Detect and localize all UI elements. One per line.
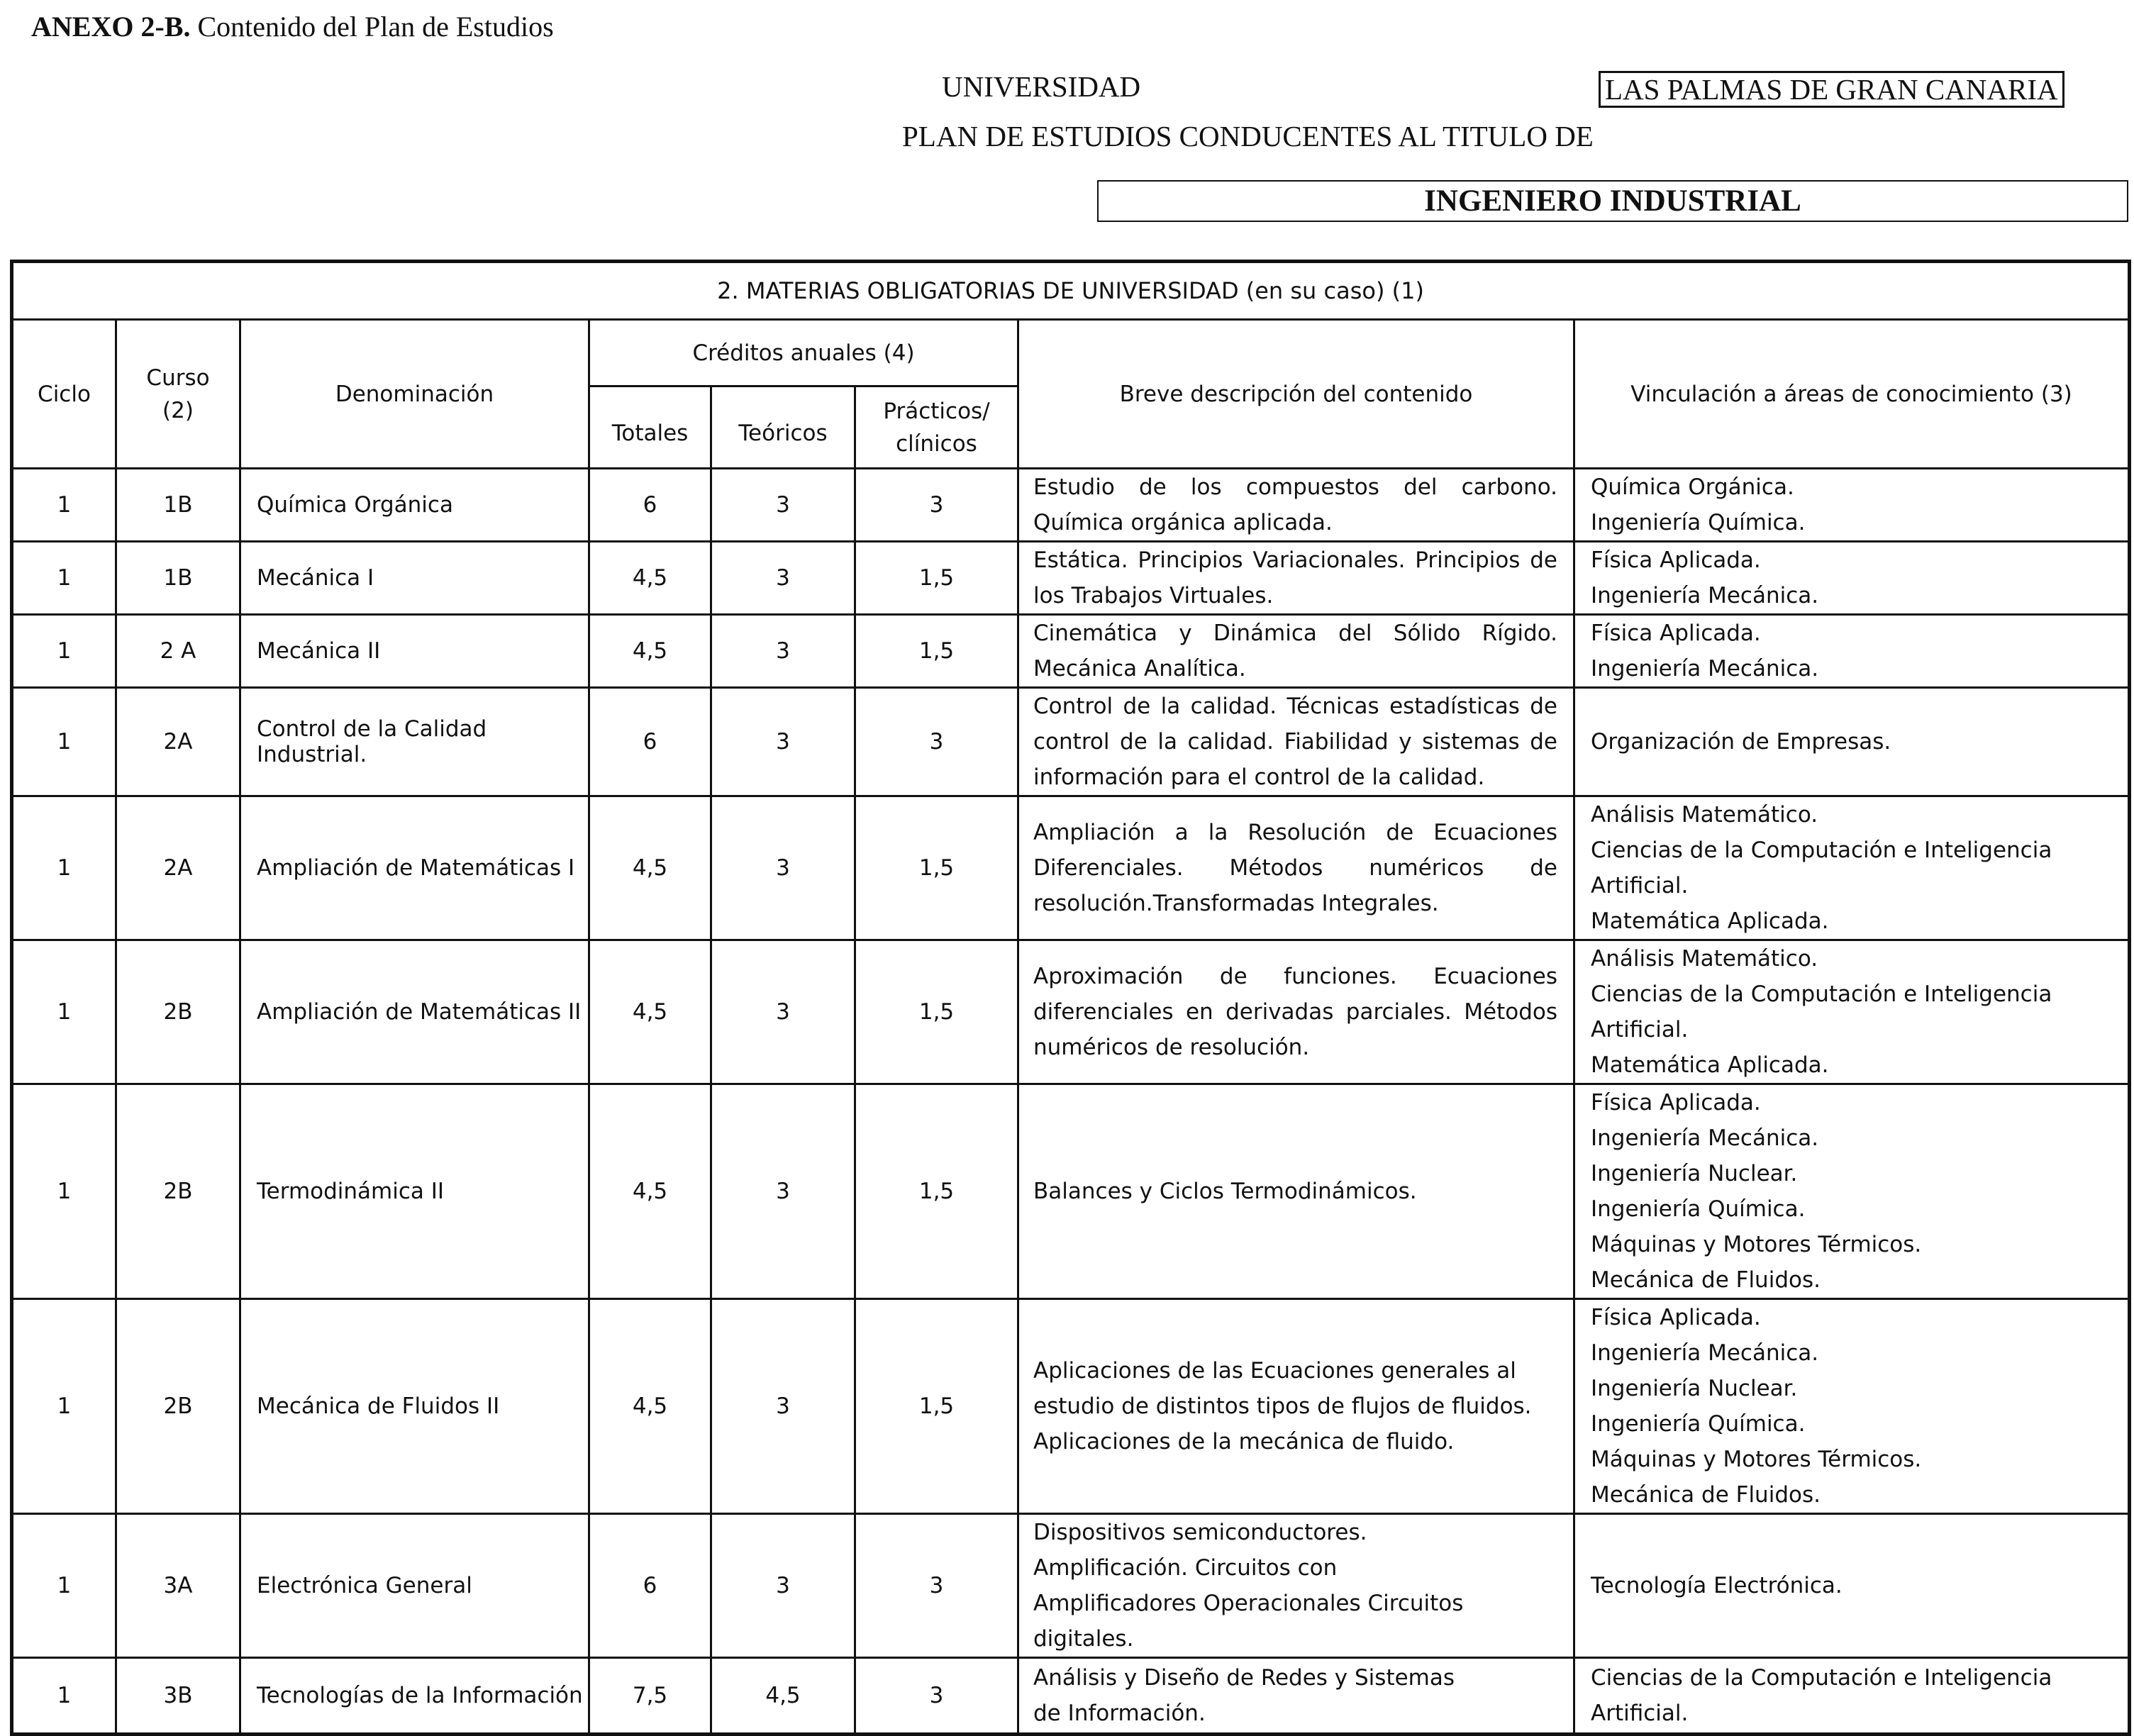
- cell-ciclo: 1: [12, 542, 116, 615]
- table-row: [12, 469, 2130, 542]
- area-item: Ciencias de la Computación e Inteligencia Artificial.: [1591, 981, 2052, 1042]
- area-item: Ingeniería Mecánica.: [1591, 656, 1819, 681]
- cell-areas: [1574, 542, 2130, 615]
- col-curso: Curso (2): [116, 320, 240, 469]
- cell-practicos: 1,5: [855, 940, 1018, 1084]
- cell-teoricos: 3: [711, 542, 855, 615]
- cell-descripcion: Aplicaciones de las Ecuaciones generales al estudio de distintos tipos de flujos de fluidos. Aplicaciones de la mecánica de fluido.: [1018, 1299, 1574, 1514]
- area-item: Ingeniería Mecánica.: [1591, 1125, 1819, 1151]
- area-item: Mecánica de Fluidos.: [1591, 1482, 1821, 1508]
- cell-teoricos: 3: [711, 1514, 855, 1658]
- cell-ciclo: 1: [12, 796, 116, 940]
- cell-areas: [1574, 469, 2130, 542]
- cell-totales: 6: [589, 688, 711, 796]
- area-item: Matemática Aplicada.: [1591, 908, 1829, 934]
- cell-totales: 4,5: [589, 1299, 711, 1514]
- cell-ciclo: 1: [12, 1084, 116, 1299]
- col-totales: Totales: [589, 386, 711, 469]
- cell-areas: [1574, 1084, 2130, 1299]
- col-creditos: Créditos anuales (4): [589, 320, 1018, 386]
- degree-title: INGENIERO INDUSTRIAL: [1097, 180, 2128, 222]
- area-item: Ingeniería Mecánica.: [1591, 1340, 1819, 1366]
- cell-ciclo: 1: [12, 688, 116, 796]
- cell-practicos: 1,5: [855, 615, 1018, 688]
- cell-practicos: 3: [855, 688, 1018, 796]
- cell-descripcion: Cinemática y Dinámica del Sólido Rígido. Mecánica Analítica.: [1018, 615, 1574, 688]
- cell-totales: 4,5: [589, 940, 711, 1084]
- cell-areas: [1574, 615, 2130, 688]
- cell-areas: [1574, 796, 2130, 940]
- table-row: [12, 1299, 2130, 1514]
- cell-descripcion: Control de la calidad. Técnicas estadísticas de control de la calidad. Fiabilidad y sistemas de información para el control de la calidad.: [1018, 688, 1574, 796]
- cell-curso: 3B: [116, 1658, 240, 1735]
- cell-denominacion: Ampliación de Matemáticas II: [240, 940, 589, 1084]
- cell-denominacion: Ampliación de Matemáticas I: [240, 796, 589, 940]
- cell-curso: 2 A: [116, 615, 240, 688]
- cell-descripcion: Ampliación a la Resolución de Ecuaciones Diferenciales. Métodos numéricos de resolución.Transformadas Integrales.: [1018, 796, 1574, 940]
- cell-practicos: 1,5: [855, 542, 1018, 615]
- table-row: [12, 688, 2130, 796]
- cell-areas: [1574, 688, 2130, 796]
- col-ciclo: Ciclo: [12, 320, 116, 469]
- area-item: Física Aplicada.: [1591, 1090, 1761, 1115]
- cell-areas: [1574, 1299, 2130, 1514]
- area-item: Física Aplicada.: [1591, 547, 1761, 573]
- cell-ciclo: 1: [12, 1658, 116, 1735]
- university-name: LAS PALMAS DE GRAN CANARIA: [1599, 71, 2064, 108]
- area-item: Ciencias de la Computación e Inteligencia Artificial.: [1591, 1665, 2052, 1726]
- area-item: Organización de Empresas.: [1591, 729, 1891, 755]
- area-item: Tecnología Electrónica.: [1591, 1573, 1843, 1598]
- table-row: [12, 615, 2130, 688]
- table-row: [12, 796, 2130, 940]
- cell-teoricos: 3: [711, 796, 855, 940]
- area-item: Ingeniería Química.: [1591, 510, 1806, 535]
- cell-curso: 1B: [116, 542, 240, 615]
- annex-title: Contenido del Plan de Estudios: [197, 11, 554, 43]
- subjects-table: [10, 260, 2131, 1736]
- plan-label: PLAN DE ESTUDIOS CONDUCENTES AL TITULO DE: [902, 120, 1594, 152]
- col-denominacion: Denominación: [240, 320, 589, 469]
- cell-practicos: 3: [855, 1514, 1018, 1658]
- cell-denominacion: Tecnologías de la Información: [240, 1658, 589, 1735]
- area-item: Matemática Aplicada.: [1591, 1052, 1829, 1078]
- area-item: Análisis Matemático.: [1591, 802, 1818, 828]
- area-item: Ingeniería Química.: [1591, 1411, 1806, 1437]
- cell-areas: [1574, 940, 2130, 1084]
- cell-curso: 2A: [116, 688, 240, 796]
- area-item: Ciencias de la Computación e Inteligencia Artificial.: [1591, 838, 2052, 898]
- cell-denominacion: Electrónica General: [240, 1514, 589, 1658]
- cell-teoricos: 3: [711, 615, 855, 688]
- cell-teoricos: 3: [711, 688, 855, 796]
- cell-totales: 4,5: [589, 796, 711, 940]
- cell-totales: 7,5: [589, 1658, 711, 1735]
- cell-teoricos: 3: [711, 1084, 855, 1299]
- cell-descripcion: Análisis y Diseño de Redes y Sistemas de Información.: [1018, 1658, 1574, 1735]
- cell-teoricos: 3: [711, 469, 855, 542]
- area-item: Máquinas y Motores Térmicos.: [1591, 1447, 1922, 1472]
- table-row: [12, 940, 2130, 1084]
- cell-totales: 4,5: [589, 542, 711, 615]
- cell-denominacion: Mecánica II: [240, 615, 589, 688]
- col-vinculacion: Vinculación a áreas de conocimiento (3): [1574, 320, 2130, 469]
- cell-curso: 2B: [116, 1299, 240, 1514]
- area-item: Ingeniería Nuclear.: [1591, 1376, 1798, 1401]
- area-item: Ingeniería Nuclear.: [1591, 1161, 1798, 1186]
- cell-denominacion: Termodinámica II: [240, 1084, 589, 1299]
- area-item: Análisis Matemático.: [1591, 946, 1818, 972]
- cell-descripcion: Dispositivos semiconductores. Amplificación. Circuitos con Amplificadores Operacionales Circuitos digitales.: [1018, 1514, 1574, 1658]
- cell-denominacion: Mecánica de Fluidos II: [240, 1299, 589, 1514]
- col-practicos: Prácticos/ clínicos: [855, 386, 1018, 469]
- area-item: Ingeniería Química.: [1591, 1196, 1806, 1222]
- annex-label: ANEXO 2-B.: [31, 11, 191, 43]
- table-caption: 2. MATERIAS OBLIGATORIAS DE UNIVERSIDAD (en su caso) (1): [12, 262, 2130, 320]
- cell-curso: 3A: [116, 1514, 240, 1658]
- cell-descripcion: Balances y Ciclos Termodinámicos.: [1018, 1084, 1574, 1299]
- cell-curso: 1B: [116, 469, 240, 542]
- cell-practicos: 1,5: [855, 1084, 1018, 1299]
- cell-practicos: 1,5: [855, 796, 1018, 940]
- university-label: UNIVERSIDAD: [942, 70, 1141, 103]
- area-item: Química Orgánica.: [1591, 474, 1794, 500]
- table-row: [12, 1084, 2130, 1299]
- cell-ciclo: 1: [12, 1299, 116, 1514]
- area-item: Física Aplicada.: [1591, 1305, 1761, 1330]
- cell-descripcion: Estudio de los compuestos del carbono. Química orgánica aplicada.: [1018, 469, 1574, 542]
- area-item: Ingeniería Mecánica.: [1591, 583, 1819, 608]
- cell-descripcion: Estática. Principios Variacionales. Principios de los Trabajos Virtuales.: [1018, 542, 1574, 615]
- annex-heading: [31, 10, 554, 43]
- area-item: Mecánica de Fluidos.: [1591, 1267, 1821, 1293]
- cell-ciclo: 1: [12, 1514, 116, 1658]
- cell-curso: 2B: [116, 940, 240, 1084]
- area-item: Física Aplicada.: [1591, 621, 1761, 646]
- cell-totales: 4,5: [589, 1084, 711, 1299]
- cell-ciclo: 1: [12, 615, 116, 688]
- table-row: [12, 542, 2130, 615]
- cell-teoricos: 3: [711, 1299, 855, 1514]
- cell-practicos: 3: [855, 1658, 1018, 1735]
- area-item: Máquinas y Motores Térmicos.: [1591, 1232, 1922, 1257]
- cell-descripcion: Aproximación de funciones. Ecuaciones diferenciales en derivadas parciales. Métodos numéricos de resolución.: [1018, 940, 1574, 1084]
- table-row: [12, 1658, 2130, 1735]
- cell-areas: [1574, 1514, 2130, 1658]
- cell-teoricos: 4,5: [711, 1658, 855, 1735]
- cell-totales: 6: [589, 1514, 711, 1658]
- cell-teoricos: 3: [711, 940, 855, 1084]
- cell-ciclo: 1: [12, 469, 116, 542]
- cell-denominacion: Química Orgánica: [240, 469, 589, 542]
- cell-practicos: 3: [855, 469, 1018, 542]
- col-descripcion: Breve descripción del contenido: [1018, 320, 1574, 469]
- col-teoricos: Teóricos: [711, 386, 855, 469]
- cell-curso: 2B: [116, 1084, 240, 1299]
- cell-denominacion: Mecánica I: [240, 542, 589, 615]
- cell-totales: 4,5: [589, 615, 711, 688]
- cell-curso: 2A: [116, 796, 240, 940]
- table-row: [12, 1514, 2130, 1658]
- cell-denominacion: Control de la Calidad Industrial.: [240, 688, 589, 796]
- cell-practicos: 1,5: [855, 1299, 1018, 1514]
- cell-areas: [1574, 1658, 2130, 1735]
- cell-totales: 6: [589, 469, 711, 542]
- cell-ciclo: 1: [12, 940, 116, 1084]
